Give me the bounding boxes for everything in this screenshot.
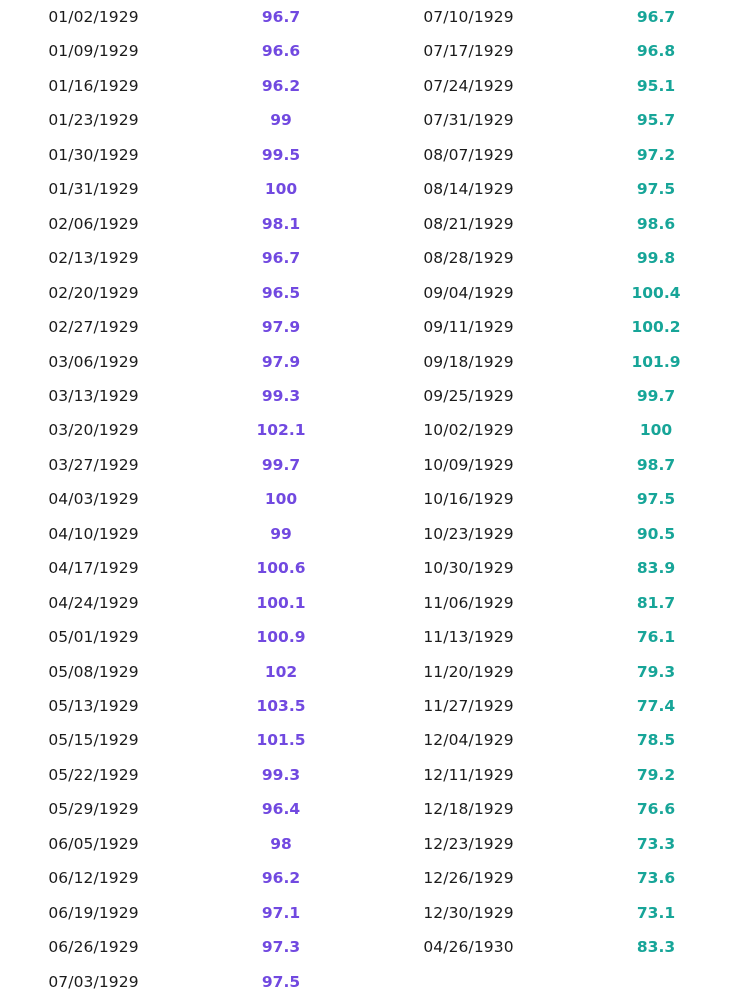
date-cell: 07/31/1929: [423, 111, 514, 130]
date-cell: 06/19/1929: [48, 903, 139, 922]
value-cell: 95.7: [636, 111, 676, 130]
table-row: [0, 103, 375, 137]
table-row: [375, 379, 750, 413]
table-row: [0, 482, 375, 516]
date-cell: 05/08/1929: [48, 662, 139, 681]
date-cell: 10/16/1929: [423, 490, 514, 509]
table-row: [375, 930, 750, 964]
date-cell: 04/26/1930: [423, 938, 514, 957]
table-row: [375, 861, 750, 895]
table-row: [0, 241, 375, 275]
value-cell: 83.9: [636, 559, 676, 578]
table-row: [375, 792, 750, 826]
value-cell: 97.2: [636, 145, 676, 164]
value-cell: 96.8: [636, 42, 676, 61]
value-cell: 79.2: [636, 765, 676, 784]
date-cell: 12/30/1929: [423, 903, 514, 922]
date-cell: 04/10/1929: [48, 524, 139, 543]
value-cell: 100.4: [631, 283, 681, 302]
table-row: [375, 896, 750, 930]
date-cell: 07/03/1929: [48, 972, 139, 991]
value-cell: 77.4: [636, 697, 676, 715]
date-cell: 03/06/1929: [48, 352, 139, 371]
table-row: [0, 172, 375, 206]
date-cell: 11/13/1929: [423, 628, 514, 647]
date-cell: 10/30/1929: [423, 559, 514, 578]
date-cell: 07/17/1929: [423, 42, 514, 61]
table-row: [375, 482, 750, 516]
date-cell: 01/30/1929: [48, 145, 139, 164]
table-row: [0, 861, 375, 895]
date-cell: 12/23/1929: [423, 834, 514, 853]
value-cell: 73.6: [636, 869, 676, 888]
value-cell: 96.5: [261, 283, 301, 302]
value-cell: 97.5: [261, 972, 301, 991]
value-cell: 100: [264, 180, 298, 199]
date-cell: 08/28/1929: [423, 249, 514, 268]
date-cell: 01/09/1929: [48, 42, 139, 61]
date-cell: 02/13/1929: [48, 249, 139, 268]
value-cell: 100: [264, 490, 298, 509]
table-row: [375, 0, 750, 34]
date-cell: 09/04/1929: [423, 283, 514, 302]
value-cell: 99.7: [261, 455, 301, 474]
date-cell: 12/04/1929: [423, 731, 514, 750]
date-cell: 09/11/1929: [423, 318, 514, 337]
date-cell: 07/24/1929: [423, 76, 514, 95]
value-cell: 73.3: [636, 834, 676, 853]
table-row: [0, 207, 375, 241]
table-row: [375, 827, 750, 861]
table-row: [375, 34, 750, 68]
table-row: [0, 310, 375, 344]
date-cell: 08/14/1929: [423, 180, 514, 199]
table-row: [375, 448, 750, 482]
table-row: [0, 930, 375, 964]
value-cell: 101.5: [256, 731, 306, 750]
table-row: [0, 965, 375, 999]
value-cell: 95.1: [636, 76, 676, 95]
value-cell: 100: [639, 421, 673, 440]
value-cell: 96.2: [261, 869, 301, 888]
date-cell: 01/02/1929: [48, 8, 139, 26]
date-cell: 12/26/1929: [423, 869, 514, 888]
table-row: [0, 0, 375, 34]
date-cell: 02/20/1929: [48, 283, 139, 302]
table-row: [0, 655, 375, 689]
table-row: [375, 310, 750, 344]
date-cell: 06/26/1929: [48, 938, 139, 957]
table-row: [0, 551, 375, 585]
value-cell: 102.1: [256, 421, 306, 440]
value-cell: 100.9: [256, 628, 306, 647]
table-row: [0, 448, 375, 482]
date-cell: 05/15/1929: [48, 731, 139, 750]
table-row: [375, 413, 750, 447]
value-cell: 99.3: [261, 765, 301, 784]
value-cell: 103.5: [256, 697, 306, 715]
table-row: [0, 276, 375, 310]
value-cell: 98: [270, 834, 292, 853]
value-cell: 99.8: [636, 249, 676, 268]
date-cell: 04/17/1929: [48, 559, 139, 578]
date-cell: 06/12/1929: [48, 869, 139, 888]
table-row: [375, 689, 750, 723]
table-row: [0, 792, 375, 826]
date-cell: 01/23/1929: [48, 111, 139, 130]
date-cell: 08/07/1929: [423, 145, 514, 164]
value-cell: 97.9: [261, 352, 301, 371]
value-cell: 96.2: [261, 76, 301, 95]
date-cell: 08/21/1929: [423, 214, 514, 233]
table-row: [0, 827, 375, 861]
value-cell: 98.6: [636, 214, 676, 233]
table-row: [0, 413, 375, 447]
value-cell: 98.7: [636, 455, 676, 474]
value-cell: 76.1: [636, 628, 676, 647]
date-cell: 09/25/1929: [423, 386, 514, 405]
table-row: [0, 586, 375, 620]
value-cell: 99: [270, 111, 292, 130]
value-cell: 96.7: [261, 8, 301, 26]
table-row: [375, 69, 750, 103]
table-row: [375, 241, 750, 275]
date-cell: 10/23/1929: [423, 524, 514, 543]
value-cell: 81.7: [636, 593, 676, 612]
date-cell: 10/02/1929: [423, 421, 514, 440]
table-row: [375, 207, 750, 241]
date-cell: 02/27/1929: [48, 318, 139, 337]
value-cell: 83.3: [636, 938, 676, 957]
table-row: [375, 758, 750, 792]
table-row: [0, 689, 375, 723]
date-cell: 04/03/1929: [48, 490, 139, 509]
date-cell: 01/31/1929: [48, 180, 139, 199]
value-cell: 97.9: [261, 318, 301, 337]
date-cell: 03/27/1929: [48, 455, 139, 474]
date-cell: 05/13/1929: [48, 697, 139, 715]
table-row: [375, 723, 750, 757]
value-cell: 76.6: [636, 800, 676, 819]
value-cell: 100.6: [256, 559, 306, 578]
date-cell: 11/27/1929: [423, 697, 514, 715]
table-row: [0, 517, 375, 551]
value-cell: 79.3: [636, 662, 676, 681]
value-cell: 99.5: [261, 145, 301, 164]
value-cell: 78.5: [636, 731, 676, 750]
right-column: [375, 0, 750, 1000]
date-cell: 12/11/1929: [423, 765, 514, 784]
table-row: [375, 551, 750, 585]
table-row: [0, 620, 375, 654]
table-row: [0, 379, 375, 413]
value-cell: 97.5: [636, 180, 676, 199]
table-row: [375, 172, 750, 206]
value-cell: 96.6: [261, 42, 301, 61]
value-cell: 73.1: [636, 903, 676, 922]
table-row: [375, 517, 750, 551]
value-cell: 97.3: [261, 938, 301, 957]
date-cell: 12/18/1929: [423, 800, 514, 819]
date-cell: 09/18/1929: [423, 352, 514, 371]
value-cell: 102: [264, 662, 298, 681]
date-cell: 06/05/1929: [48, 834, 139, 853]
table-row: [0, 138, 375, 172]
table-row: [375, 586, 750, 620]
date-cell: 11/20/1929: [423, 662, 514, 681]
date-cell: 01/16/1929: [48, 76, 139, 95]
date-cell: 05/29/1929: [48, 800, 139, 819]
date-cell: 10/09/1929: [423, 455, 514, 474]
table-row: [0, 345, 375, 379]
date-cell: 11/06/1929: [423, 593, 514, 612]
date-cell: 02/06/1929: [48, 214, 139, 233]
value-cell: 99.7: [636, 386, 676, 405]
value-cell: 99: [270, 524, 292, 543]
date-cell: 03/13/1929: [48, 386, 139, 405]
table-row: [375, 103, 750, 137]
table-row: [375, 345, 750, 379]
value-cell: 98.1: [261, 214, 301, 233]
table-row: [375, 138, 750, 172]
date-cell: 07/10/1929: [423, 8, 514, 26]
date-cell: 05/22/1929: [48, 765, 139, 784]
date-cell: 03/20/1929: [48, 421, 139, 440]
table-row: [375, 655, 750, 689]
value-cell: 96.7: [261, 249, 301, 268]
table-row: [0, 758, 375, 792]
value-cell: 101.9: [631, 352, 681, 371]
value-cell: 100.1: [256, 593, 306, 612]
table-row: [0, 34, 375, 68]
table-row: [375, 276, 750, 310]
date-cell: 04/24/1929: [48, 593, 139, 612]
value-cell: 96.7: [636, 8, 676, 26]
value-cell: 96.4: [261, 800, 301, 819]
table-row: [375, 620, 750, 654]
value-cell: 90.5: [636, 524, 676, 543]
table-row: [0, 69, 375, 103]
value-cell: 97.1: [261, 903, 301, 922]
value-cell: 100.2: [631, 318, 681, 337]
date-cell: 05/01/1929: [48, 628, 139, 647]
value-cell: 97.5: [636, 490, 676, 509]
table-row: [0, 896, 375, 930]
table-row: [0, 723, 375, 757]
value-cell: 99.3: [261, 386, 301, 405]
